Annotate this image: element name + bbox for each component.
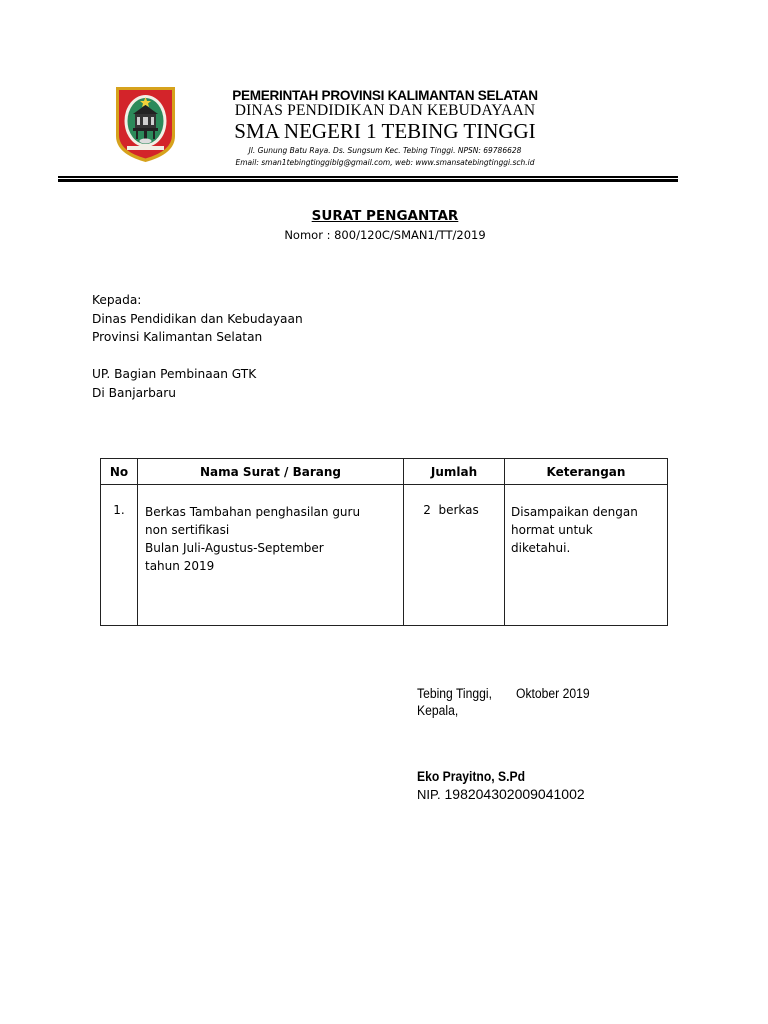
header-jumlah: Jumlah <box>404 459 505 485</box>
signatory-nip <box>417 786 585 802</box>
cell-keterangan-line: hormat untuk <box>511 523 593 537</box>
header-keterangan: Keterangan <box>505 459 668 485</box>
items-table <box>100 458 668 626</box>
table-header-row <box>101 459 668 485</box>
cell-jumlah-text: 2 berkas <box>423 503 479 517</box>
recipient-line: Di Banjarbaru <box>92 385 177 400</box>
letterhead-government: PEMERINTAH PROVINSI KALIMANTAN SELATAN <box>232 87 538 103</box>
letterhead-address: Jl. Gunung Batu Raya. Ds. Sungsum Kec. Tebing Tinggi. NPSN: 69786628 <box>248 146 522 155</box>
cell-nama-line: tahun 2019 <box>145 559 215 573</box>
cell-no: 1. <box>101 485 138 626</box>
header-no: No <box>101 459 138 485</box>
emblem-icon <box>113 84 178 164</box>
document-title-text: SURAT PENGANTAR <box>311 208 459 224</box>
signature-role: Kepala, <box>417 703 459 718</box>
cell-keterangan-line: diketahui. <box>511 541 571 555</box>
signature-date: Oktober 2019 <box>516 686 590 701</box>
cell-jumlah <box>404 485 505 626</box>
table-row <box>101 485 668 626</box>
nip-value: 198204302009041002 <box>444 786 585 802</box>
province-emblem-logo <box>113 84 178 164</box>
letterhead-contact: Email: sman1tebingtinggiblg@gmail.com, web: www.smansatebingtinggi.sch.id <box>235 158 535 167</box>
recipient-block <box>92 291 303 402</box>
letterhead-school-name: SMA NEGERI 1 TEBING TINGGI <box>234 119 536 143</box>
recipient-line: UP. Bagian Pembinaan GTK <box>92 367 257 381</box>
cell-nama-line: Bulan Juli-Agustus-September <box>145 541 324 555</box>
letterhead-divider-thick <box>58 179 678 182</box>
recipient-line: Dinas Pendidikan dan Kebudayaan <box>92 311 303 326</box>
recipient-line: Provinsi Kalimantan Selatan <box>92 330 263 344</box>
document-title <box>200 208 570 224</box>
cell-keterangan-line: Disampaikan dengan <box>511 505 638 519</box>
signatory-name: Eko Prayitno, S.Pd <box>417 769 526 784</box>
letterhead-department: DINAS PENDIDIKAN DAN KEBUDAYAAN <box>234 102 536 119</box>
cell-nama-line: non sertifikasi <box>145 523 230 537</box>
nip-label: NIP. <box>417 787 441 802</box>
signature-place: Tebing Tinggi, <box>417 686 492 701</box>
cell-nama-line: Berkas Tambahan penghasilan guru <box>145 505 361 519</box>
cell-keterangan <box>505 485 668 626</box>
recipient-spacer <box>92 347 303 366</box>
recipient-line: Kepada: <box>92 293 142 307</box>
header-nama-surat: Nama Surat / Barang <box>138 459 404 485</box>
cell-nama-surat <box>138 485 404 626</box>
letterhead-divider-thin <box>58 176 678 178</box>
document-number: Nomor : 800/120C/SMAN1/TT/2019 <box>284 228 486 242</box>
